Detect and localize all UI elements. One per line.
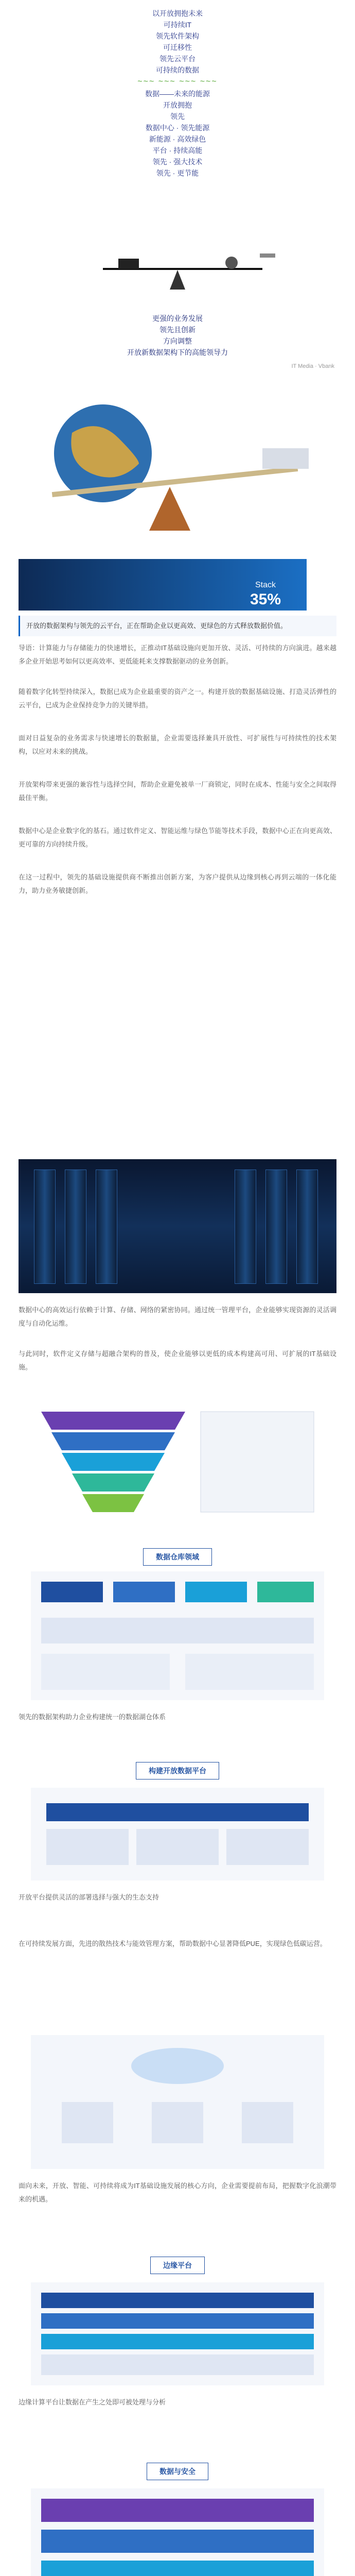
globe-seesaw-image <box>21 376 334 541</box>
intro-line: 可迁移性 <box>163 43 192 52</box>
datacenter-image <box>19 1159 336 1293</box>
section-title: 数据仓库领域 <box>143 1548 212 1566</box>
svg-text:Stack: Stack <box>255 581 276 589</box>
section-header <box>0 2257 355 2274</box>
intro-line: 新能源 · 高效绿色 <box>149 135 206 143</box>
security-diagram <box>31 2488 324 2576</box>
section-caption: 领先的数据架构助力企业构建统一的数据湖仓体系 <box>19 1713 166 1721</box>
section-header <box>0 1762 355 1780</box>
hero-banner <box>19 559 307 611</box>
platform-diagram <box>31 1788 324 1880</box>
rack-decor <box>96 1170 117 1284</box>
section-header <box>0 2463 355 2480</box>
paragraph: 面对日益复杂的业务需求与快速增长的数据量，企业需要选择兼具开放性、可扩展性与可持续性的技术架构，以应对未来的挑战。 <box>19 734 336 755</box>
cloud-diagram <box>31 2035 324 2169</box>
rack-decor <box>235 1170 256 1284</box>
paragraph: 导语：计算能力与存储能力的快速增长，正推动IT基础设施向更加开放、灵活、可持续的方向演进。越来越多企业开始思考如何以更高效率、更低能耗来支撑数据驱动的业务创新。 <box>19 644 336 665</box>
svg-text:35%: 35% <box>250 591 281 608</box>
pull-quote: 开放的数据架构与领先的云平台，正在帮助企业以更高效、更绿色的方式释放数据价值。 <box>19 616 336 636</box>
section-header <box>0 1548 355 1566</box>
section-title: 边缘平台 <box>150 2257 205 2274</box>
paragraph: 与此同时，软件定义存储与超融合架构的普及，使企业能够以更低的成本构建高可用、可扩展的IT基础设施。 <box>19 1350 336 1371</box>
intro-line: 可持续IT <box>163 21 192 29</box>
sub-intro-line: 方向调整 <box>163 337 192 345</box>
paragraph: 在可持续发展方面，先进的散热技术与能效管理方案，帮助数据中心显著降低PUE，实现绿色低碳运营。 <box>19 1940 327 1947</box>
byline: IT Media · Vbank <box>291 363 334 369</box>
paragraph: 数据中心的高效运行依赖于计算、存储、网络的紧密协同。通过统一管理平台，企业能够实现资源的灵活调度与自动化运维。 <box>19 1306 336 1327</box>
sub-intro-line: 更强的业务发展 <box>152 314 203 323</box>
sub-intro-block <box>0 312 355 359</box>
intro-line: 数据——未来的能源 <box>145 90 210 98</box>
section-title: 数据与安全 <box>147 2463 208 2480</box>
intro-line: 平台 · 持续高能 <box>152 146 203 155</box>
paragraph: 开放架构带来更强的兼容性与选择空间，帮助企业避免被单一厂商锁定，同时在成本、性能与安全之间取得最佳平衡。 <box>19 781 336 802</box>
rack-decor <box>65 1170 86 1284</box>
paragraph: 数据中心是企业数字化的基石。通过软件定义、智能运维与绿色节能等技术手段，数据中心正在向更高效、更可靠的方向持续升级。 <box>19 827 336 848</box>
intro-line: 领先 · 更节能 <box>156 169 199 177</box>
intro-line: 以开放拥抱未来 <box>152 9 203 18</box>
rack-decor <box>34 1170 56 1284</box>
intro-line: 领先云平台 <box>159 55 196 63</box>
section-caption: 开放平台提供灵活的部署选择与强大的生态支持 <box>19 1893 159 1901</box>
intro-line: 领先软件架构 <box>156 32 199 40</box>
edge-diagram <box>31 2282 324 2385</box>
banner-graphic <box>19 559 307 611</box>
intro-line: 可持续的数据 <box>156 66 199 74</box>
rack-decor <box>265 1170 287 1284</box>
sub-intro-line: 开放新数据架构下的高能领导力 <box>127 348 228 357</box>
intro-line: 领先 · 强大技术 <box>152 158 203 166</box>
section-caption: 边缘计算平台让数据在产生之处即可被处理与分析 <box>19 2398 166 2406</box>
intro-line: 开放拥抱 <box>163 101 192 109</box>
intro-line: 数据中心 · 领先能源 <box>145 124 210 132</box>
decorative-wave: ~~~ ~~~ ~~~ ~~~ <box>137 77 218 86</box>
funnel-diagram <box>31 1401 324 1530</box>
balance-illustration <box>57 233 298 308</box>
paragraph: 随着数字化转型持续深入，数据已成为企业最重要的资产之一。构建开放的数据基础设施、打造灵活弹性的云平台，已成为企业保持竞争力的关键举措。 <box>19 688 336 709</box>
paragraph: 在这一过程中，领先的基础设施提供商不断推出创新方案，为客户提供从边缘到核心再到云端的一体化能力，助力业务敏捷创新。 <box>19 873 336 894</box>
sub-intro-line: 领先且创新 <box>159 326 196 334</box>
architecture-diagram <box>31 1571 324 1700</box>
intro-block <box>0 7 355 179</box>
paragraph: 面向未来，开放、智能、可持续将成为IT基础设施发展的核心方向，企业需要提前布局，把握数字化浪潮带来的机遇。 <box>19 2182 336 2203</box>
intro-line: 领先 <box>170 112 185 121</box>
section-title: 构建开放数据平台 <box>136 1762 219 1780</box>
rack-decor <box>296 1170 318 1284</box>
